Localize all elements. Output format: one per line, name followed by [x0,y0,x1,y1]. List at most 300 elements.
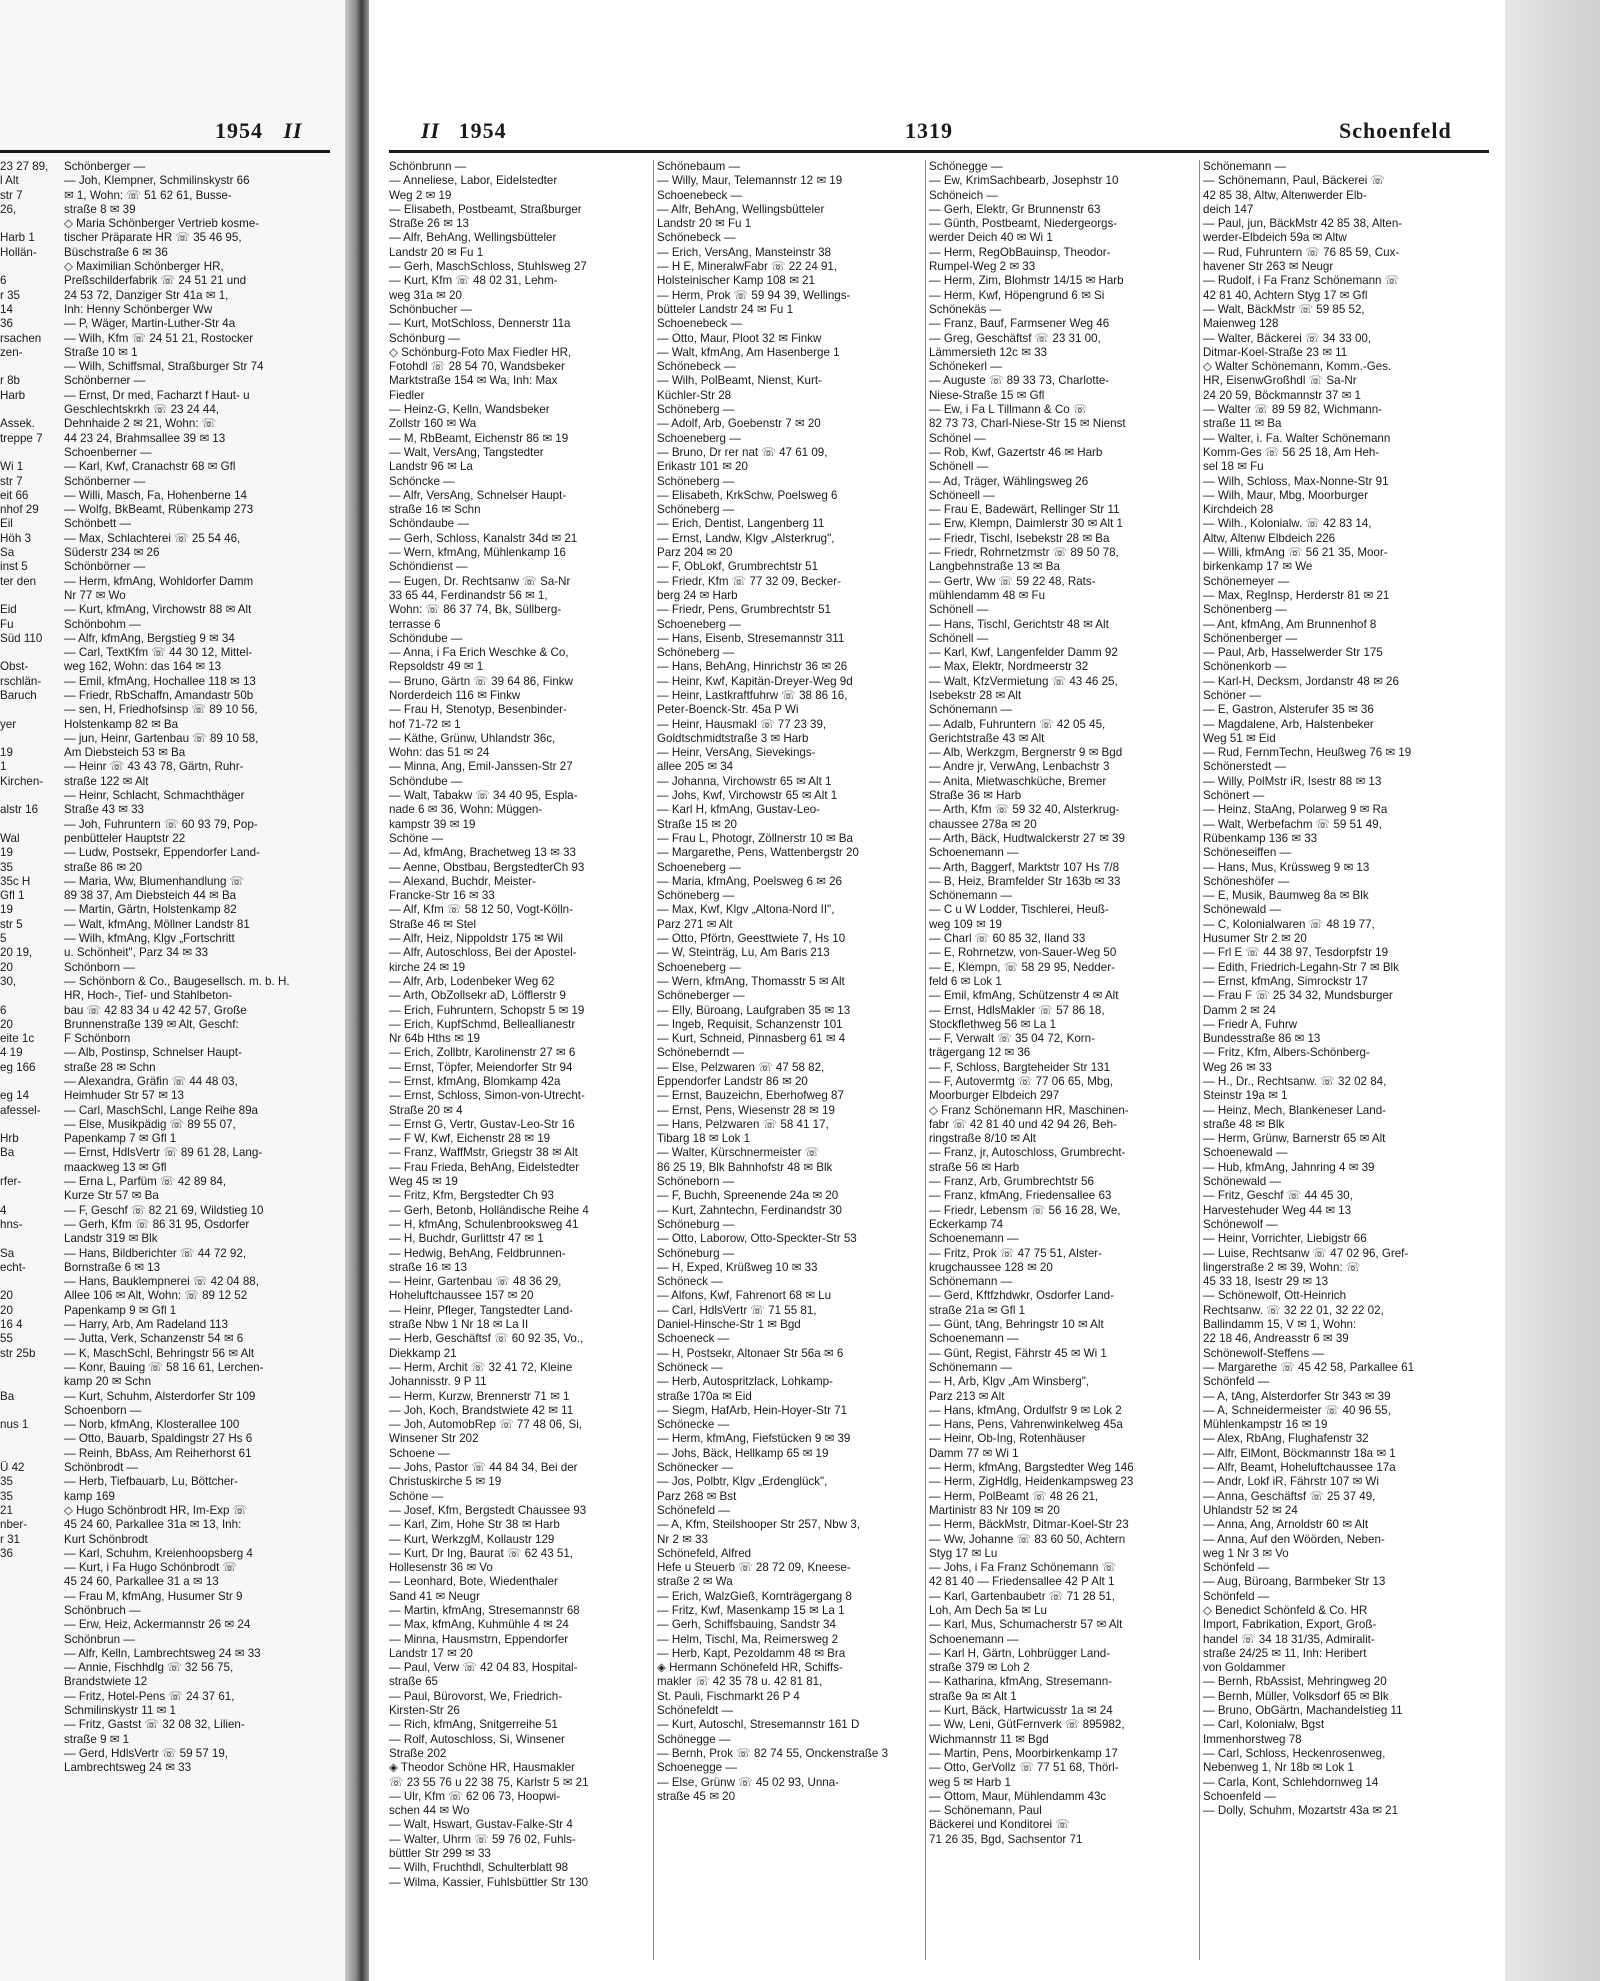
directory-line: — Jos, Polbtr, Klgv „Erdenglück", [657,1475,828,1489]
column-divider [925,160,926,1960]
directory-line: — Herm, Grünw, Barnerstr 65 ✉ Alt [1203,1132,1386,1146]
directory-line: — Paul, Bürovorst, We, Friedrich- [389,1689,563,1703]
directory-line: Schönbörner — [64,560,146,574]
directory-line: Landstr 20 ✉ Fu 1 [657,217,752,231]
directory-line: — Norb, kfmAng, Klosterallee 100 [64,1418,240,1432]
directory-line: — E, Rohrnetzw, von-Sauer-Weg 50 [929,946,1117,960]
directory-line: — Fritz, Gastst ☏ 32 08 32, Lilien- [64,1718,245,1732]
directory-line: Altw, Altenw Elbdeich 226 [1203,531,1336,545]
directory-line: — Alfr, kfmAng, Bergstieg 9 ✉ 34 [64,631,235,645]
directory-line: — Kurt, i Fa Hugo Schönbrodt ☏ [64,1561,238,1575]
directory-line: Ü 42 [0,1461,25,1475]
left-column [64,160,332,1776]
directory-line: 30, [0,974,17,988]
directory-line: — Josef, Kfm, Bergstedt Chaussee 93 [389,1503,587,1517]
directory-line: Sand 41 ✉ Neugr [389,1589,480,1603]
directory-line: Ditmar-Koel-Straße 23 ✉ 11 [1203,345,1348,359]
directory-line: HR, EisenwGroßhdl ☏ Sa-Nr [1203,374,1357,388]
directory-line: Holsteinischer Kamp 108 ✉ 21 [657,274,815,288]
column-d [929,160,1197,1847]
directory-line: — Heinr ☏ 43 43 78, Gärtn, Ruhr- [64,760,244,774]
directory-line: 35 [0,1475,13,1489]
directory-line: maackweg 13 ✉ Gfl [64,1160,167,1174]
directory-line: Schöner — [1203,688,1261,702]
directory-line: Zollstr 160 ✉ Wa [389,417,477,431]
directory-line: 44 23 24, Brahmsallee 39 ✉ 13 [64,431,226,445]
directory-line: Schoeneberg — [657,960,741,974]
directory-line: Lämmersieth 12c ✉ 33 [929,345,1047,359]
directory-line [0,1404,52,1418]
directory-line: 23 27 89, [0,160,49,173]
directory-line: Schönebeck — [657,360,736,374]
directory-line: r 8b [0,374,20,388]
directory-line: — Carl, TextKfm ☏ 44 30 12, Mittel- [64,646,253,660]
directory-line: — Erw, Heiz, Ackermannstr 26 ✉ 24 [64,1618,251,1632]
directory-line: Schönewald — [1203,903,1281,917]
directory-line: Baruch [0,688,37,702]
directory-line: 21 [0,1503,13,1517]
directory-line: — Walt, VersAng, Tangstedter [389,445,544,459]
directory-line: — Walter, Uhrm ☏ 59 76 02, Fuhls- [389,1832,576,1846]
directory-line: 4 19 [0,1046,23,1060]
directory-line: Mühlenkampstr 16 ✉ 19 [1203,1418,1328,1432]
directory-line: — Fritz, Kwf, Masenkamp 15 ✉ La 1 [657,1603,845,1617]
directory-line: — Alfr, ElMont, Böckmannstr 18a ✉ 1 [1203,1446,1396,1460]
directory-line: — C u W Lodder, Tischlerei, Heuß- [929,903,1109,917]
directory-line: — Heinz, StaAng, Polarweg 9 ✉ Ra [1203,803,1388,817]
directory-line: treppe 7 [0,431,43,445]
directory-line: Schönegge — [657,1732,731,1746]
directory-line: Moorburger Elbdeich 297 [929,1089,1060,1103]
directory-line: — Heinr, Schlacht, Schmachthäger [64,789,245,803]
directory-line: Süderstr 234 ✉ 26 [64,546,160,560]
directory-line: penbütteler Hauptstr 22 [64,831,186,845]
directory-line: Schönfeld — [1203,1375,1270,1389]
directory-line: — Wilh., Kolonialw. ☏ 42 83 14, [1203,517,1372,531]
directory-line: — Kurt, Bäck, Hartwicusstr 1a ✉ 24 [929,1704,1113,1718]
directory-line: — Martin, Pens, Moorbirkenkamp 17 [929,1746,1118,1760]
directory-line: — Gerh, Kfm ☏ 86 31 95, Osdorfer [64,1217,250,1231]
directory-line: ✉ 1, Wohn: ☏ 51 62 61, Busse- [64,188,232,202]
directory-line: Schoeneck — [657,1332,730,1346]
directory-line: Straße 202 [389,1746,447,1760]
directory-line: — Max, Elektr, Nordmeerstr 32 [929,660,1089,674]
directory-line: ◈ Hermann Schönefeld HR, Schiffs- [657,1661,843,1675]
directory-line: Kirsten-Str 26 [389,1704,460,1718]
directory-line: — F, Buchh, Spreenende 24a ✉ 20 [657,1189,839,1203]
directory-line: — Wilh, PolBeamt, Nienst, Kurt- [657,374,822,388]
column-b [389,160,651,1890]
directory-line: — Ernst, Schloss, Simon-von-Utrecht- [389,1089,585,1103]
directory-line: Harb [0,388,26,402]
directory-line: Schöneberg — [657,889,735,903]
directory-line: — Schönewolf, Ott-Heinrich [1203,1289,1347,1303]
directory-line: zen- [0,345,23,359]
directory-line: — Fritz, Hotel-Pens ☏ 24 37 61, [64,1689,235,1703]
directory-line: ◇ Franz Schönemann HR, Maschinen- [929,1103,1129,1117]
directory-line: 35c H [0,874,31,888]
directory-line: — Willi, Masch, Fa, Hohenberne 14 [64,488,247,502]
directory-line: — Frau L, Photogr, Zöllnerstr 10 ✉ Ba [657,831,853,845]
directory-line: Schoenberner — [64,445,152,459]
directory-line: handel ☏ 34 18 31/35, Admiralit- [1203,1632,1375,1646]
directory-line: Schöneseiffen — [1203,846,1292,860]
directory-line: — Anna, Auf den Wöörden, Neben- [1203,1532,1385,1546]
directory-line [0,1189,52,1203]
directory-line: — Ew, KrimSachbearb, Josephstr 10 [929,174,1119,188]
directory-line: — Herm, Prok ☏ 59 94 39, Wellings- [657,288,851,302]
directory-line: — Alfons, Kwf, Fahrenort 68 ✉ Lu [657,1289,832,1303]
directory-line: Assek. [0,417,35,431]
directory-line: — Aenne, Obstbau, BergstedterCh 93 [389,860,585,874]
directory-line: — Arth, Baggerf, Marktstr 107 Hs 7/8 [929,860,1120,874]
directory-line: — Eugen, Dr. Rechtsanw ☏ Sa-Nr [389,574,571,588]
directory-line: 6 [0,1003,7,1017]
directory-line: ◇ Benedict Schönfeld & Co. HR [1203,1603,1368,1617]
directory-line: — F, Verwalt ☏ 35 04 72, Korn- [929,1032,1095,1046]
directory-line: — Ad, Träger, Wählingsweg 26 [929,474,1089,488]
directory-line: Schönbrodt — [64,1461,139,1475]
directory-line: — Alfr, Autoschloss, Bei der Apostel- [389,946,577,960]
directory-line: — Franz, Bauf, Farmsener Weg 46 [929,317,1110,331]
directory-line: straße 24/25 ✉ 11, Inh: Heribert [1203,1646,1367,1660]
directory-line: str 7 [0,474,23,488]
directory-line: Tibarg 18 ✉ Lok 1 [657,1132,751,1146]
directory-line: — Friedr, Lebensm ☏ 56 16 28, We, [929,1203,1121,1217]
directory-line: weg 1 Nr 3 ✉ Vo [1203,1546,1289,1560]
directory-line [0,446,52,460]
directory-line: Schöneell — [929,488,995,502]
directory-line: Schönefeld — [657,1503,730,1517]
directory-line: — Karl, Gartenbaubetr ☏ 71 28 51, [929,1589,1115,1603]
directory-line: ◈ Theodor Schöne HR, Hausmakler [389,1761,575,1775]
directory-line: r 35 [0,288,20,302]
directory-line: — Ulr, Kfm ☏ 62 06 73, Hoopwi- [389,1789,561,1803]
directory-line: lingerstraße 2 ✉ 39, Wohn: ☏ [1203,1260,1361,1274]
directory-line: Schmilinskystr 11 ✉ 1 [64,1704,176,1718]
directory-line: ◇ Maria Schönberger Vertrieb kosme- [64,217,260,231]
left-page-header [215,118,303,144]
directory-line: eite 1c [0,1032,35,1046]
directory-line: Geschlechtskrkh ☏ 23 24 44, [64,403,219,417]
directory-line: — Emil, kfmAng, Hochallee 118 ✉ 13 [64,674,256,688]
directory-line: Kurze Str 57 ✉ Ba [64,1189,159,1203]
directory-line: — Friedr, RbSchaffn, Amandastr 50b [64,688,254,702]
directory-line: — Ad, kfmAng, Brachetweg 13 ✉ 33 [389,846,576,860]
directory-line: — Alb, Postinsp, Schnelser Haupt- [64,1046,242,1060]
directory-line: — Karl H, kfmAng, Gustav-Leo- [657,803,821,817]
directory-line: 20 [0,1289,13,1303]
directory-line: Brandstwiete 12 [64,1675,148,1689]
directory-line: Schönenberg — [1203,603,1287,617]
directory-line: ter den [0,574,37,588]
directory-line: — Magdalene, Arb, Halstenbeker [1203,717,1374,731]
directory-line: — Karl, Mus, Schumacherstr 57 ✉ Alt [929,1618,1123,1632]
directory-line: — Herm, kfmAng, Fiefstücken 9 ✉ 39 [657,1432,851,1446]
directory-line: — Siegm, HafArb, Hein-Hoyer-Str 71 [657,1403,848,1417]
directory-line: — Anneliese, Labor, Eidelstedter [389,174,558,188]
directory-line: hof 71-72 ✉ 1 [389,717,461,731]
directory-line: — Alfr, BehAng, Wellingsbütteler [657,202,825,216]
directory-line: Holstenkamp 82 ✉ Ba [64,717,179,731]
directory-line: Steinstr 19a ✉ 1 [1203,1089,1288,1103]
directory-line: nhof 29 [0,503,39,517]
directory-line: deich 147 [1203,202,1254,216]
directory-line: — sen, H, Friedhofsinsp ☏ 89 10 56, [64,703,258,717]
directory-line: — Joh, Fuhruntern ☏ 60 93 79, Pop- [64,817,258,831]
directory-line: — Otto, Bauarb, Spaldingstr 27 Hs 6 [64,1432,253,1446]
directory-line: Höh 3 [0,531,31,545]
directory-line: — Gerh, Betonb, Holländische Reihe 4 [389,1203,589,1217]
directory-line: — Kurt, Dr Ing, Baurat ☏ 62 43 51, [389,1546,573,1560]
directory-line [0,1118,52,1132]
directory-line: Straße 36 ✉ Harb [929,789,1022,803]
directory-line: — Fritz, Geschf ☏ 44 45 30, [1203,1189,1353,1203]
directory-line: — Carla, Kont, Schlehdornweg 14 [1203,1775,1379,1789]
directory-line: — Max, Schlachterei ☏ 25 54 46, [64,531,241,545]
directory-line: Damm 2 ✉ 24 [1203,1003,1276,1017]
directory-line: Am Diebsteich 53 ✉ Ba [64,746,186,760]
directory-line: Schönemann — [929,889,1013,903]
directory-line: Wichmannstr 11 ✉ Bgd [929,1732,1049,1746]
directory-line: Marktstraße 154 ✉ Wa, Inh: Max [389,374,558,388]
directory-line: Schöneberndt — [657,1046,745,1060]
directory-line: — Karl, Zim, Hohe Str 38 ✉ Harb [389,1518,560,1532]
directory-line: 22 18 46, Andreasstr 6 ✉ 39 [1203,1332,1349,1346]
directory-line: — Alfr, Kelln, Lambrechtsweg 24 ✉ 33 [64,1646,261,1660]
directory-line: ◇ Hugo Schönbrodt HR, Im-Exp ☏ [64,1503,248,1517]
directory-line: — Willi, kfmAng ☏ 56 21 35, Moor- [1203,546,1388,560]
directory-line: — H, Postsekr, Altonaer Str 56a ✉ 6 [657,1346,844,1360]
directory-line: — Erich, KupfSchmd, Belleallianestr [389,1017,576,1031]
directory-line: 36 [0,1546,13,1560]
directory-line: Schoeneberg — [657,860,741,874]
directory-line: — Bruno, ObGärtn, Machandelstieg 11 [1203,1704,1403,1718]
directory-line: Kirchdeich 28 [1203,503,1274,517]
directory-line: Eckerkamp 74 [929,1217,1004,1231]
directory-line: — Herb, Tiefbauarb, Lu, Böttcher- [64,1475,238,1489]
directory-line: — Gerd, HdlsVertr ☏ 59 57 19, [64,1746,228,1760]
directory-line: Schöncke — [389,474,455,488]
directory-line: chaussee 278a ✉ 20 [929,817,1037,831]
directory-line: Kirchen- [0,774,44,788]
directory-line: Landstr 17 ✉ 20 [389,1646,473,1660]
right-page-header-left [421,118,507,144]
directory-line: straße 28 ✉ Schn [64,1060,156,1074]
directory-line: eg 14 [0,1089,30,1103]
directory-line: — Wilh, Kfm ☏ 24 51 21, Rostocker [64,331,254,345]
directory-line: — Ernst, kfmAng, Blomkamp 42a [389,1075,561,1088]
directory-line: Hollän- [0,245,37,259]
directory-line: inst 5 [0,560,28,574]
directory-line: Schönel — [929,431,986,445]
directory-line: straße 11 ✉ Ba [1203,417,1282,431]
directory-line: — Fritz, Kfm, Albers-Schönberg- [1203,1046,1370,1060]
directory-line: Schönell — [929,603,989,617]
directory-line: Schönekerl — [929,360,1002,374]
directory-line: Schönfeld — [1203,1589,1270,1603]
directory-line: — Ww, Leni, GütFernverk ☏ 895982, [929,1718,1125,1732]
directory-line: — Greg, Geschäftsf ☏ 23 31 00, [929,331,1101,345]
directory-line: Schönemann — [929,1275,1013,1289]
directory-line: — Herm, ZigHdlg, Heidenkampsweg 23 [929,1475,1134,1489]
directory-line: — Heinr, Kwf, Kapitän-Dreyer-Weg 9d [657,674,853,688]
directory-line: — K, MaschSchl, Behringstr 56 ✉ Alt [64,1346,255,1360]
directory-line: — W, Steinträg, Lu, Am Baris 213 [657,946,830,960]
directory-line: Allee 106 ✉ Alt, Wohn: ☏ 89 12 52 [64,1289,248,1303]
directory-line: str 25b [0,1346,36,1360]
directory-line: Schöneberg — [657,403,735,417]
directory-line: havener Str 263 ✉ Neugr [1203,260,1334,274]
directory-line: 20 [0,1017,13,1031]
directory-line: — Leonhard, Bote, Wiedenthaler [389,1575,558,1589]
directory-line: — Ernst, Bauzeichn, Eberhofweg 87 [657,1089,844,1103]
directory-line: weg 5 ✉ Harb 1 [929,1775,1011,1789]
directory-line: — Edith, Friedrich-Legahn-Str 7 ✉ Blk [1203,960,1399,974]
directory-line: — Charl ☏ 60 85 32, Iland 33 [929,932,1086,946]
column-c [657,160,923,1804]
directory-line: Import, Fabrikation, Export, Groß- [1203,1618,1377,1632]
directory-line: — Heinz-G, Kelln, Wandsbeker [389,403,550,417]
directory-line: — Max, RegInsp, Herderstr 81 ✉ 21 [1203,588,1390,602]
directory-line: rsachen [0,331,42,345]
directory-line: — Fritz, Prok ☏ 47 75 51, Alster- [929,1246,1103,1260]
directory-line: — Alfr, Heiz, Nippoldstr 175 ✉ Wil [389,932,564,946]
directory-line: straße 21a ✉ Gfl 1 [929,1303,1026,1317]
directory-line: Schönell — [929,631,989,645]
directory-line: — Rud, FernmTechn, Heußweg 76 ✉ 19 [1203,746,1412,760]
directory-line: schen 44 ✉ Wo [389,1804,470,1818]
directory-line: Wohn: ☏ 86 37 74, Bk, Süllberg- [389,603,562,617]
directory-line: Erikastr 101 ✉ 20 [657,460,748,474]
directory-line: — Paul, jun, BäckMstr 42 85 38, Alten- [1203,217,1403,231]
directory-line: Schöneberg — [657,503,735,517]
directory-line: Eid [0,603,17,617]
directory-line: — Ernst, HdlsMakler ☏ 57 86 18, [929,1003,1105,1017]
directory-line [0,1361,52,1375]
directory-line: — Wern, kfmAng, Mühlenkamp 16 [389,546,566,560]
directory-line: kampstr 39 ✉ 19 [389,817,476,831]
directory-line: Bundesstraße 86 ✉ 13 [1203,1032,1321,1046]
directory-line: — F, Autovermtg ☏ 77 06 65, Mbg, [929,1075,1113,1088]
directory-line: — Walter, i. Fa. Walter Schönemann [1203,431,1391,445]
directory-line: — Friedr, Kfm ☏ 77 32 09, Becker- [657,574,841,588]
directory-line: 14 [0,302,13,316]
directory-line: — Reinh, BbAss, Am Reiherhorst 61 [64,1446,252,1460]
directory-line: straße 8 ✉ 39 [64,202,136,216]
directory-line: straße 16 ✉ Schn [389,503,481,517]
directory-line [0,989,52,1003]
directory-line: — Ernst, Pens, Wiesenstr 28 ✉ 19 [657,1103,835,1117]
directory-line: — Else, Grünw ☏ 45 02 93, Unna- [657,1775,840,1789]
directory-line: — B, Heiz, Bramfelder Str 163b ✉ 33 [929,874,1121,888]
directory-line: Straße 15 ✉ 20 [657,817,737,831]
directory-line: Inh: Henny Schönberger Ww [64,302,213,316]
directory-line [0,260,52,274]
directory-line: 5 [0,932,7,946]
directory-line: — Johs, Bäck, Hellkamp 65 ✉ 19 [657,1446,829,1460]
directory-line [0,403,52,417]
directory-line: Ba [0,1389,15,1403]
directory-line: — Max, Kwf, Klgv „Altona-Nord II", [657,903,835,917]
directory-line: — Karl, Kwf, Cranachstr 68 ✉ Gfl [64,460,236,474]
directory-line: Dehnhaide 2 ✉ 21, Wohn: ☏ [64,417,217,431]
directory-line: 20 [0,960,13,974]
directory-line: — F, Geschf ☏ 82 21 69, Wildstieg 10 [64,1203,264,1217]
directory-line: Schoenemann — [929,1632,1019,1646]
directory-line: Papenkamp 7 ✉ Gfl 1 [64,1132,177,1146]
directory-line: — Gerh, MaschSchloss, Stuhlsweg 27 [389,260,587,274]
directory-line: Nebenweg 1, Nr 18b ✉ Lok 1 [1203,1761,1354,1775]
directory-line: Straße 43 ✉ 33 [64,803,144,817]
directory-line: Harvestehuder Weg 44 ✉ 13 [1203,1203,1352,1217]
directory-line: Schönberner — [64,474,146,488]
left-header-year: 1954 [215,118,263,143]
directory-line: — Bruno, Gärtn ☏ 39 64 86, Finkw [389,674,573,688]
directory-line: 1 [0,760,7,774]
directory-line: Parz 213 ✉ Alt [929,1389,1005,1403]
directory-line: — Carl, MaschSchl, Lange Reihe 89a [64,1103,258,1117]
directory-line: Straße 10 ✉ 1 [64,345,138,359]
directory-line: Weg 45 ✉ 19 [389,1175,458,1189]
directory-line: — Franz, jr, Autoschloss, Grumbrecht- [929,1146,1126,1160]
directory-line: — Katharina, kfmAng, Stresemann- [929,1675,1113,1689]
directory-line: — Hans, Pens, Vahrenwinkelweg 45a [929,1418,1123,1432]
directory-line: von Goldammer [1203,1661,1286,1675]
directory-line: — Herb, Autospritzlack, Lohkamp- [657,1375,833,1389]
directory-line: 35 [0,860,13,874]
directory-line: Uhlandstr 52 ✉ 24 [1203,1503,1298,1517]
directory-line: 19 [0,846,13,860]
left-edge-column [0,160,52,1561]
directory-line: — Elisabeth, KrkSchw, Poelsweg 6 [657,488,838,502]
directory-line: Schönert — [1203,789,1265,803]
directory-line: — Bernh, Müller, Volksdorf 65 ✉ Blk [1203,1689,1389,1703]
directory-line: afessel- [0,1103,41,1117]
directory-line: Norderdeich 116 ✉ Finkw [389,688,521,702]
directory-line: Francke-Str 16 ✉ 33 [389,889,495,903]
directory-line: Winsener Str 202 [389,1432,479,1446]
directory-line [0,789,52,803]
directory-line: — Auguste ☏ 89 33 73, Charlotte- [929,374,1110,388]
directory-line: — Hans, Tischl, Gerichtstr 48 ✉ Alt [929,617,1109,631]
directory-line: Repsoldstr 49 ✉ 1 [389,660,484,674]
directory-line: — Heinr, Gartenbau ☏ 48 36 29, [389,1275,562,1289]
directory-line: r 31 [0,1532,20,1546]
directory-line: — H, Exped, Krüßweg 10 ✉ 33 [657,1260,818,1274]
directory-line: Ballindamm 15, V ✉ 1, Wohn: [1203,1318,1357,1332]
directory-line: — Heinr, Hausmakl ☏ 77 23 39, [657,717,827,731]
directory-line: mühlendamm 48 ✉ Fu [929,588,1046,602]
directory-line: — Friedr, Tischl, Isebekstr 28 ✉ Ba [929,531,1110,545]
directory-line: — Heinr, Pfleger, Tangstedter Land- [389,1303,574,1317]
directory-line: Schönefeld, Alfred [657,1546,752,1560]
directory-line: Schönbohm — [64,617,141,631]
directory-line: Schoenebeck — [657,317,743,331]
directory-line: 42 85 38, Altw, Altenwerder Elb- [1203,188,1367,202]
directory-line: Straße 26 ✉ 13 [389,217,469,231]
directory-line: — Frau E, Badewärt, Rellinger Str 11 [929,503,1120,517]
directory-line: Heimhuder Str 57 ✉ 13 [64,1089,184,1103]
directory-line: bau ☏ 42 83 34 u 42 42 57, Große [64,1003,247,1017]
directory-line: — Erw, Klempn, Daimlerstr 30 ✉ Alt 1 [929,517,1123,531]
directory-line: — A, Schneidermeister ☏ 40 96 55, [1203,1403,1391,1417]
directory-line: — Ernst, HdlsVertr ☏ 89 61 28, Lang- [64,1146,263,1160]
directory-line: Parz 268 ✉ Bst [657,1489,737,1503]
directory-line: Schönbrun — [64,1632,135,1646]
directory-line: Schoene — [389,1446,450,1460]
directory-line: kirche 24 ✉ 19 [389,960,466,974]
